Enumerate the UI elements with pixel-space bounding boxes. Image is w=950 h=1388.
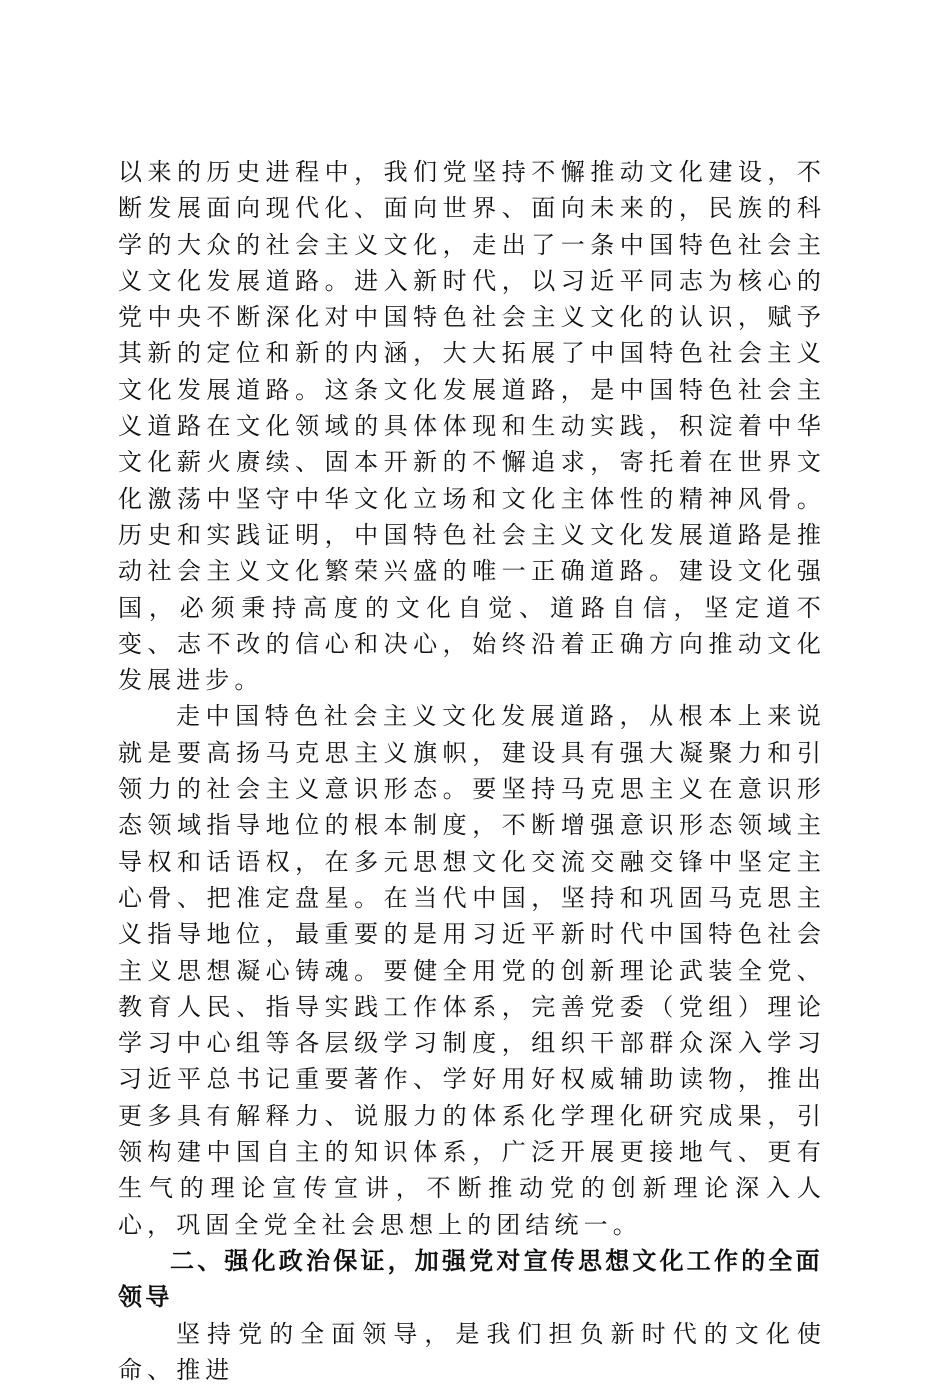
body-paragraph: 坚持党的全面领导，是我们担负新时代的文化使命、推进 (118, 1316, 826, 1388)
section-heading: 二、强化政治保证，加强党对宣传思想文化工作的全面领导 (118, 1243, 826, 1316)
body-paragraph: 走中国特色社会主义文化发展道路，从根本上来说就是要高扬马克思主义旗帜，建设具有强大凝聚力和引领力的社会主义意识形态。要坚持马克思主义在意识形态领域指导地位的根本制度，不断增强意识形态领域主导权和话语权，在多元思想文化交流交融交锋中坚定主心骨、把准定盘星。在当代中国，坚持和巩固马克思主义指导地位，最重要的是用习近平新时代中国特色社会主义思想凝心铸魂。要健全用党的创新理论武装全党、教育人民、指导实践工作体系，完善党委（党组）理论学习中心组等各层级学习制度，组织干部群众深入学习习近平总书记重要著作、学好用好权威辅助读物，推出更多具有解释力、说服力的体系化学理化研究成果，引领构建中国自主的知识体系，广泛开展更接地气、更有生气的理论宣传宣讲，不断推动党的创新理论深入人心，巩固全党全社会思想上的团结统一。 (118, 698, 826, 1242)
body-paragraph: 以来的历史进程中，我们党坚持不懈推动文化建设，不断发展面向现代化、面向世界、面向未来的，民族的科学的大众的社会主义文化，走出了一条中国特色社会主义文化发展道路。进入新时代，以习近平同志为核心的党中央不断深化对中国特色社会主义文化的认识，赋予其新的定位和新的内涵，大大拓展了中国特色社会主义文化发展道路。这条文化发展道路，是中国特色社会主义道路在文化领域的具体体现和生动实践，积淀着中华文化薪火赓续、固本开新的不懈追求，寄托着在世界文化激荡中坚守中华文化立场和文化主体性的精神风骨。历史和实践证明，中国特色社会主义文化发展道路是推动社会主义文化繁荣兴盛的唯一正确道路。建设文化强国，必须秉持高度的文化自觉、道路自信，坚定道不变、志不改的信心和决心，始终沿着正确方向推动文化发展进步。 (118, 154, 826, 698)
document-body (118, 154, 826, 1388)
